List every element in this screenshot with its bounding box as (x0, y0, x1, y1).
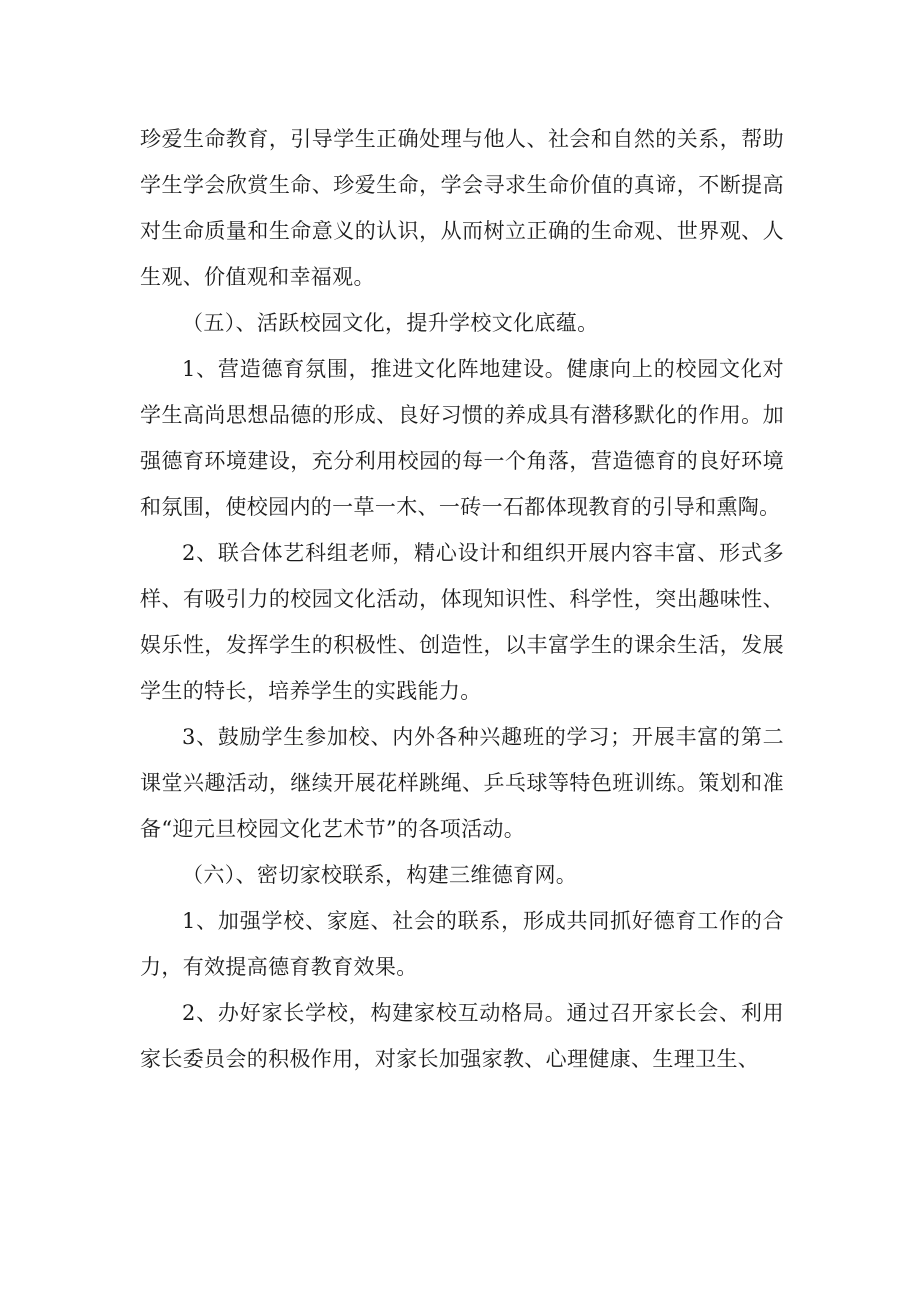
paragraph-5-1: 1、营造德育氛围，推进文化阵地建设。健康向上的校园文化对学生高尚思想品德的形成、良好习惯的养成具有潜移默化的作用。加强德育环境建设，充分利用校园的每一个角落，营造德育的良好环境和氛围，使校园内的一草一木、一砖一石都体现教育的引导和熏陶。 (140, 357, 784, 519)
paragraph-5-2: 2、联合体艺科组老师，精心设计和组织开展内容丰富、形式多样、有吸引力的校园文化活动，体现知识性、科学性，突出趣味性、娱乐性，发挥学生的积极性、创造性，以丰富学生的课余生活，发展学生的特长，培养学生的实践能力。 (140, 541, 784, 703)
section-heading-6: （六）、密切家校联系，构建三维德育网。 (182, 863, 578, 887)
section-heading-5: （五）、活跃校园文化，提升学校文化底蕴。 (182, 311, 599, 335)
paragraph-6-2: 2、办好家长学校，构建家校互动格局。通过召开家长会、利用家长委员会的积极作用，对家长加强家教、心理健康、生理卫生、 (140, 1001, 784, 1071)
paragraph-life-education: 珍爱生命教育，引导学生正确处理与他人、社会和自然的关系，帮助学生学会欣赏生命、珍爱生命，学会寻求生命价值的真谛，不断提高对生命质量和生命意义的认识，从而树立正确的生命观、世界观、人生观、价值观和幸福观。 (140, 127, 784, 289)
document-body (140, 116, 784, 1082)
paragraph-6-1: 1、加强学校、家庭、社会的联系，形成共同抓好德育工作的合力，有效提高德育教育效果。 (140, 909, 784, 979)
paragraph-5-3: 3、鼓励学生参加校、内外各种兴趣班的学习；开展丰富的第二课堂兴趣活动，继续开展花样跳绳、乒乓球等特色班训练。策划和准备“迎元旦校园文化艺术节”的各项活动。 (140, 725, 784, 841)
